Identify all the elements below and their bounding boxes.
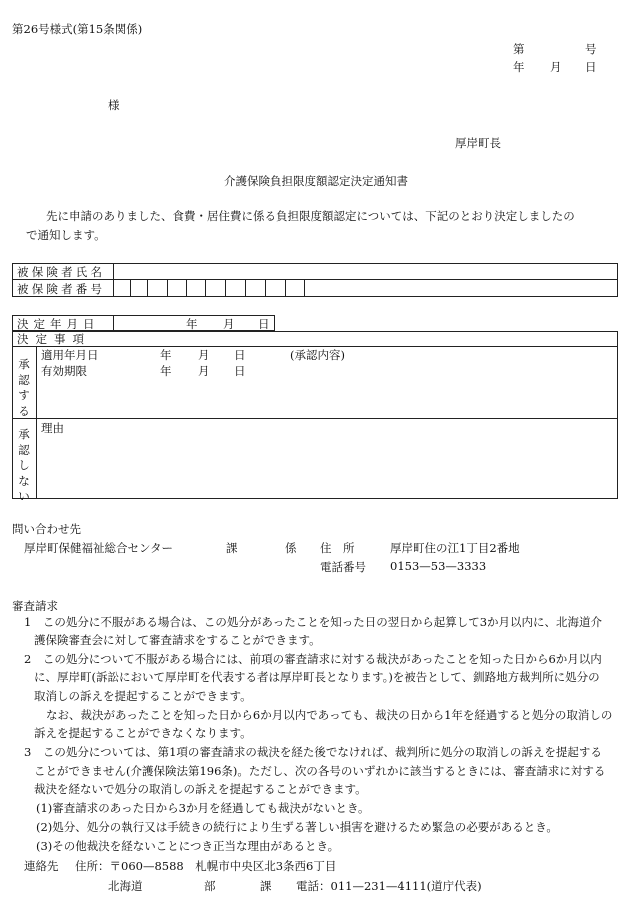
review-item-3: (3)その他裁決を経ないことにつき正当な理由があるとき。: [36, 839, 340, 853]
contact-kakari: 係: [285, 541, 297, 555]
review-p3-line-3: 裁決を経ないで処分の取消しの訴えを提起することができます。: [34, 782, 367, 796]
form-number: 第26号様式(第15条関係): [12, 22, 143, 36]
decision-date-day: 日: [258, 317, 270, 331]
review-p2-line-1: 2 この処分について不服がある場合には、前項の審査請求に対する裁決があったことを知った日から6か月以内: [24, 652, 602, 666]
contact-phone-label: 電話番号: [320, 560, 366, 574]
expiry-month: 月: [198, 364, 210, 378]
review-p3-line-2: ことができません(介護保険法第196条)。ただし、次の各号のいずれかに該当するときには、審査請求に対する: [34, 764, 606, 778]
review-p1-line-2: 護保険審査会に対して審査請求をすることができます。: [34, 633, 321, 647]
contact-address: 厚岸町住の江1丁目2番地: [390, 541, 520, 555]
footer-address: 住所：〒060—8588 札幌市中央区北3条西6丁目: [75, 859, 337, 873]
doc-number-suffix: 号: [585, 42, 597, 56]
review-p2b-line-2: 訴えを提起することができなくなります。: [34, 726, 252, 740]
review-item-2: (2)処分、処分の執行又は手続きの続行により生ずる著しい損害を避けるため緊急の必要があるとき。: [36, 820, 558, 834]
approve-label: 承認する: [18, 357, 30, 418]
insured-name-label: 被保険者氏名: [17, 265, 106, 279]
expiry-label: 有効期限: [41, 364, 87, 378]
contact-address-label: 住 所: [320, 541, 355, 555]
apply-date-day: 日: [234, 348, 246, 362]
date-day: 日: [585, 60, 597, 74]
review-heading: 審査請求: [12, 599, 58, 613]
review-p2-line-3: 取消しの訴えを提起することができます。: [34, 689, 252, 703]
decision-date-label: 決定年月日: [17, 317, 100, 331]
intro-line-2: で通知します。: [26, 228, 106, 242]
approval-content-label: (承認内容): [290, 348, 345, 362]
review-p2-line-2: に、厚岸町(訴訟において厚岸町を代表する者は厚岸町長となります。)を被告として、釧路地方裁判所に処分の: [34, 670, 600, 684]
review-p1-line-1: 1 この処分に不服がある場合は、この処分があったことを知った日の翌日から起算して3か月以内に、北海道介: [24, 615, 603, 629]
review-p2b-line-1: なお、裁決があったことを知った日から6か月以内であっても、裁決の日から1年を経過すると処分の取消しの: [46, 708, 613, 722]
contact-phone: 0153—53—3333: [390, 559, 487, 573]
footer-ka: 課: [260, 879, 272, 893]
contact-ka: 課: [226, 541, 238, 555]
apply-date-year: 年: [160, 348, 172, 362]
contact-heading: 問い合わせ先: [12, 522, 81, 536]
review-item-1: (1)審査請求のあった日から3か月を経過しても裁決がないとき。: [36, 801, 370, 815]
doc-number-prefix: 第: [513, 42, 525, 56]
addressee-suffix: 様: [108, 98, 120, 112]
date-month: 月: [550, 60, 562, 74]
footer-bu: 部: [204, 879, 216, 893]
decision-date-month: 月: [223, 317, 235, 331]
review-p3-line-1: 3 この処分については、第1項の審査請求の裁決を経た後でなければ、裁判所に処分の取消しの訴えを提起する: [24, 745, 602, 759]
reason-label: 理由: [41, 421, 64, 435]
footer-phone: 電話：011—231—4111(道庁代表): [296, 879, 482, 893]
date-year: 年: [513, 60, 525, 74]
reject-label: 承認しない: [18, 427, 30, 503]
insured-number-label: 被保険者番号: [17, 282, 106, 296]
expiry-year: 年: [160, 364, 172, 378]
footer-org: 北海道: [108, 879, 143, 893]
footer-label: 連絡先: [24, 859, 59, 873]
apply-date-month: 月: [198, 348, 210, 362]
expiry-day: 日: [234, 364, 246, 378]
decision-date-year: 年: [186, 317, 198, 331]
decision-items-label: 決定事項: [17, 332, 91, 346]
apply-date-label: 適用年月日: [41, 348, 99, 362]
document-title: 介護保険負担限度額認定決定通知書: [224, 174, 408, 188]
contact-center: 厚岸町保健福祉総合センター: [24, 541, 174, 555]
issuer: 厚岸町長: [455, 136, 501, 150]
intro-line-1: 先に申請のありました、食費・居住費に係る負担限度額認定については、下記のとおり決定しましたの: [46, 209, 575, 223]
